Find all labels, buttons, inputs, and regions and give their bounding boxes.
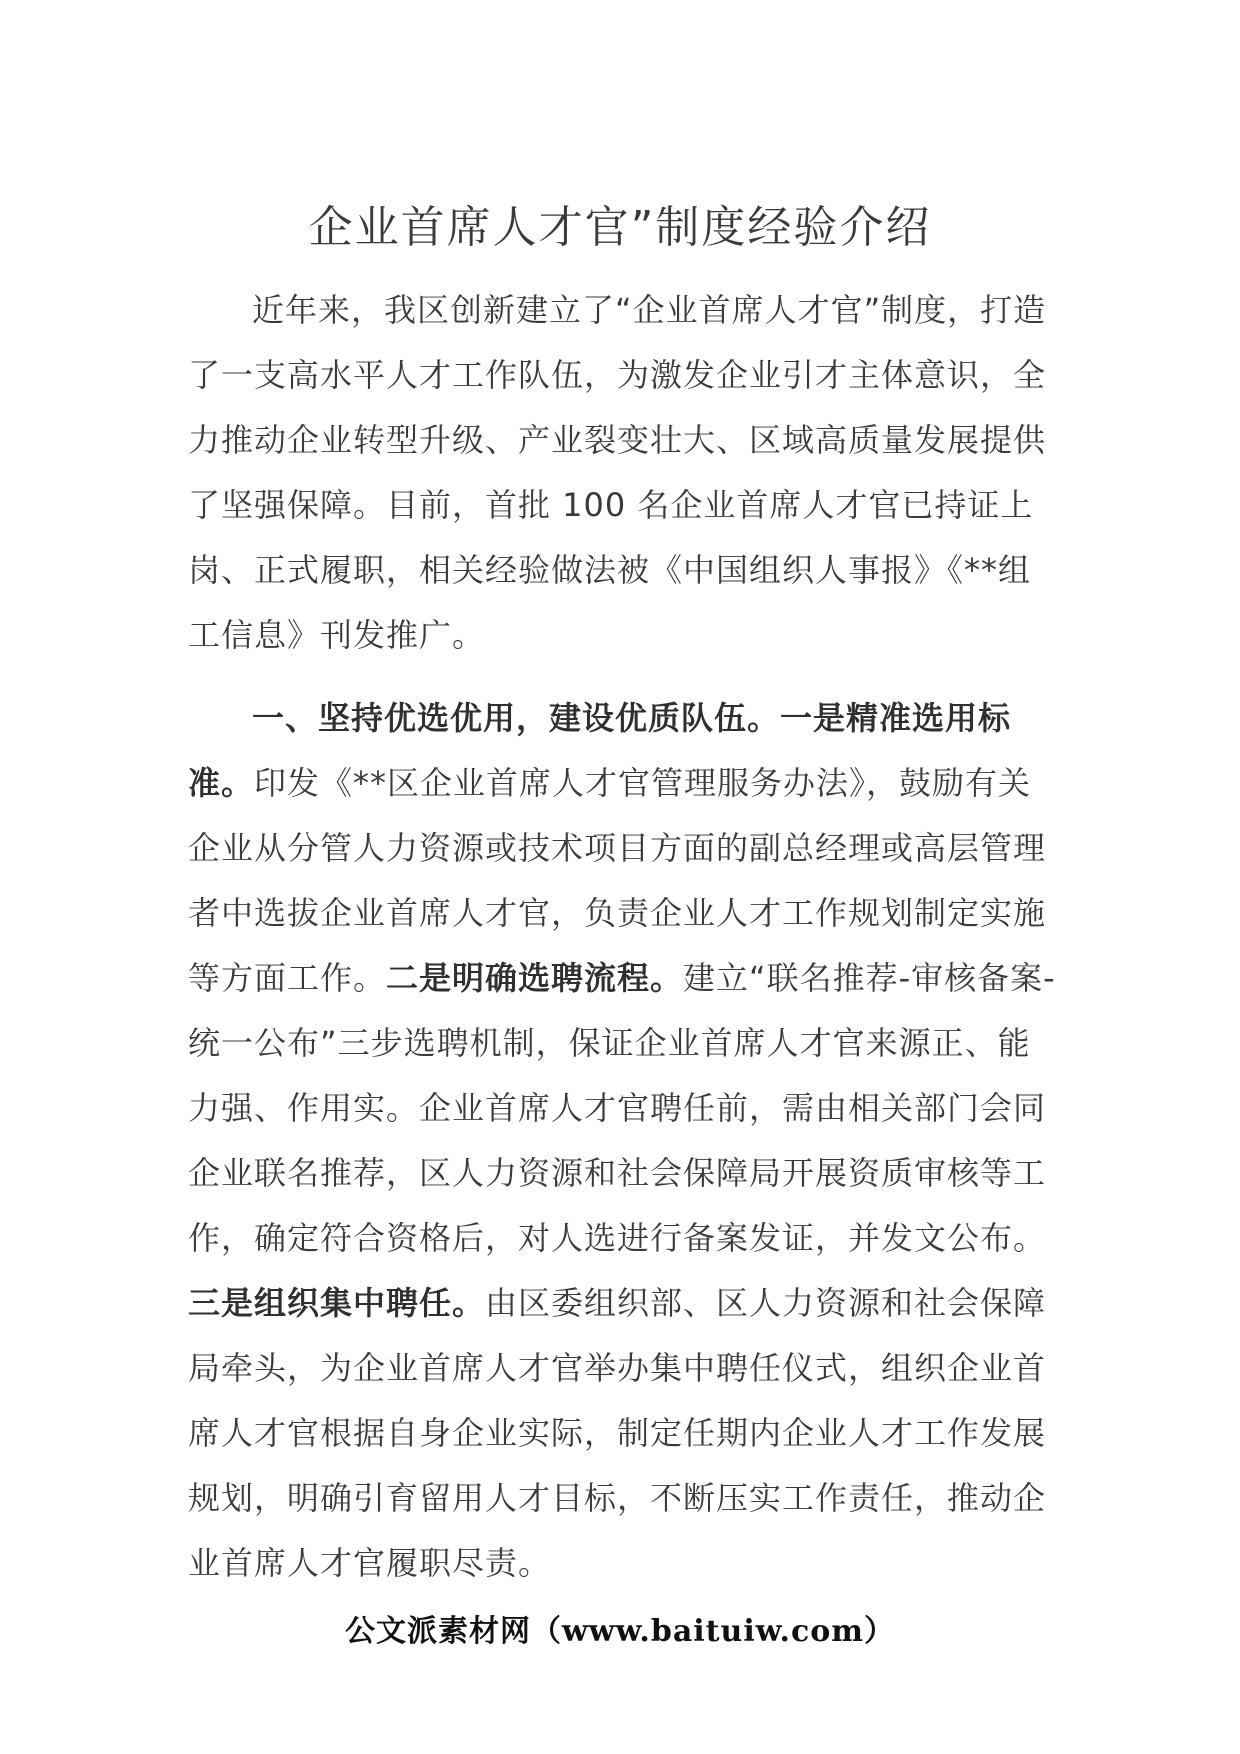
point-3-text: 由区委组织部、区人力资源和社会保障局牵头，为企业首席人才官举办集中聘任仪式，组织企业首席人才官根据自身企业实际，制定任期内企业人才工作发展规划，明确引育留用人才目标，不断压实工作责任，推动企业首席人才官履职尽责。 [188,1284,1047,1582]
point-1-title: 一是精准选用标准。 [188,699,1012,802]
point-1-text: 印发《**区企业首席人才官管理服务办法》，鼓励有关企业从分管人力资源或技术项目方面的副总经理或高层管理者中选拔企业首席人才官，负责企业人才工作规划制定实施等方面工作。 [188,764,1047,997]
source-watermark: 公文派素材网（www.baituiw.com） [344,1614,896,1649]
document-title: 企业首席人才官”制度经验介绍 [308,202,932,253]
point-2-text: 建立“联名推荐-审核备案-统一公布”三步选聘机制，保证企业首席人才官来源正、能力强、作用实。企业首席人才官聘任前，需由相关部门会同企业联名推荐，区人力资源和社会保障局开展资质审核等工作，确定符合资格后，对人选进行备案发证，并发文公布。 [188,959,1056,1257]
section-1-heading: 一、坚持优选优用，建设优质队伍。 [252,699,781,737]
intro-paragraph: 近年来，我区创新建立了“企业首席人才官”制度，打造了一支高水平人才工作队伍，为激发企业引才主体意识，全力推动企业转型升级、产业裂变壮大、区域高质量发展提供了坚强保障。目前，首批 100 名企业首席人才官已持证上岗、正式履职，相关经验做法被《中国组织人事报》《**组工信息》刊发推广。 [188,291,1047,654]
section-1-paragraph [188,686,1058,1596]
point-2-title: 二是明确选聘流程。 [386,959,684,997]
point-3-title: 三是组织集中聘任。 [188,1284,486,1322]
